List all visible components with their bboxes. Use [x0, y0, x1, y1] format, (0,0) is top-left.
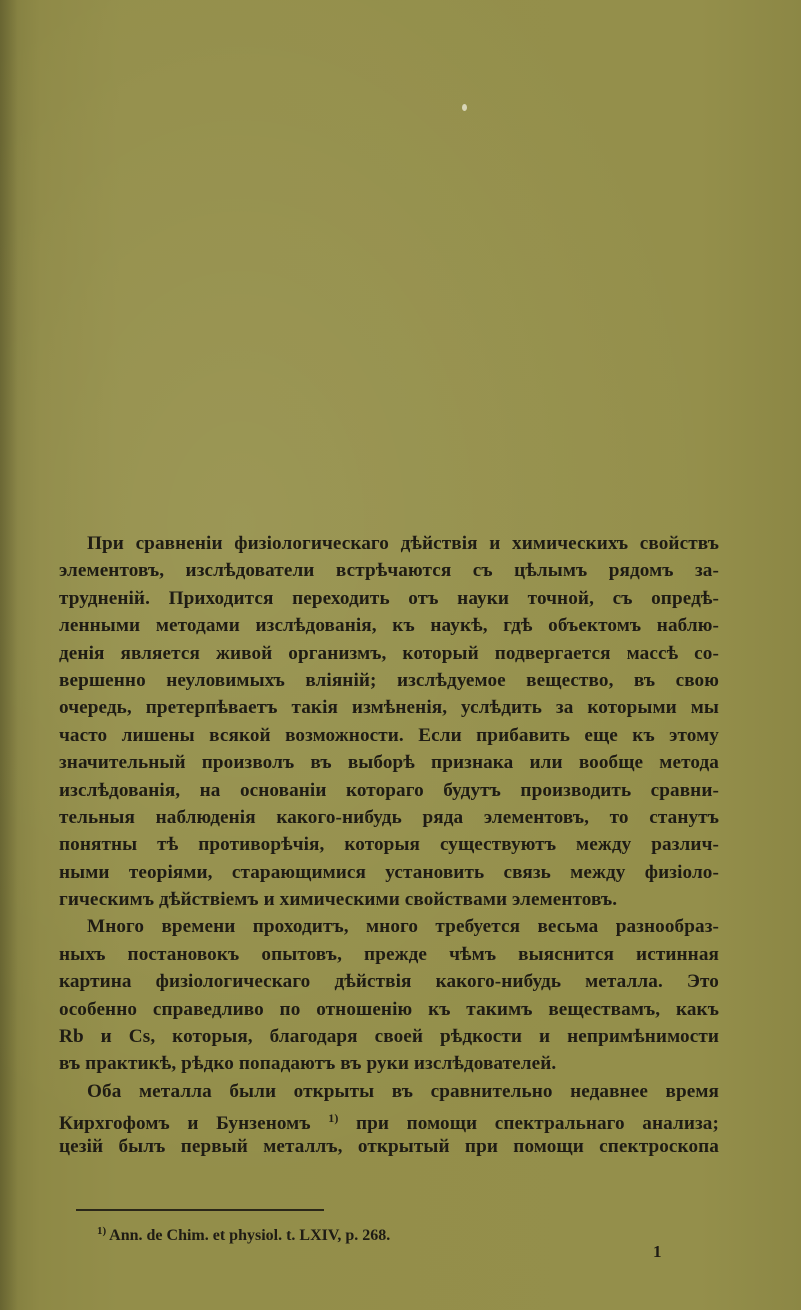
text-line: значительный произволъ въ выборѣ признака или вообще метода: [59, 752, 719, 774]
text-line: особенно справедливо по отношенію къ такимъ веществамъ, какъ: [59, 998, 719, 1020]
text-line: Оба металла были открыты въ сравнительно недавнее время: [87, 1080, 719, 1102]
page-number: 1: [653, 1242, 662, 1261]
text-fragment: при помощи спектральнаго анализа;: [356, 1113, 719, 1135]
page-edge-shadow: [0, 0, 18, 1310]
text-line: Rb и Cs, которыя, благодаря своей рѣдкости и непримѣнимости: [59, 1026, 719, 1048]
text-line: въ практикѣ, рѣдко попадаютъ въ руки изслѣдователей.: [59, 1053, 557, 1075]
text-line: гическимъ дѣйствіемъ и химическими свойствами элементовъ.: [59, 889, 618, 911]
text-line: изслѣдованія, на основаніи котораго будутъ производить сравни-: [59, 779, 719, 801]
footnote-text: Ann. de Chim. et physiol. t. LXIV, p. 268.: [109, 1227, 391, 1244]
footnote: [97, 1221, 390, 1246]
text-line: вершенно неуловимыхъ вліяній; изслѣдуемое вещество, въ свою: [59, 669, 719, 691]
text-line: ными теоріями, старающимися установить связь между физіоло-: [59, 861, 719, 883]
text-line: картина физіологическаго дѣйствія какого-нибудь металла. Это: [59, 971, 719, 993]
text-line: денія является живой организмъ, который подвергается массѣ со-: [59, 642, 719, 664]
text-line: цезій былъ первый металлъ, открытый при помощи спектроскопа: [59, 1135, 719, 1157]
body-text: [59, 530, 719, 1160]
text-line: понятны тѣ противорѣчія, которыя существуютъ между различ-: [59, 834, 719, 856]
text-line: очередь, претерпѣваетъ такія измѣненія, услѣдить за которыми мы: [59, 697, 719, 719]
text-line: При сравненіи физіологическаго дѣйствія и химическихъ свойствъ: [87, 533, 719, 554]
text-line: тельныя наблюденія какого-нибудь ряда элементовъ, то станутъ: [59, 806, 719, 828]
text-line: ленными методами изслѣдованія, къ наукѣ, гдѣ объектомъ наблю-: [59, 615, 719, 637]
footnote-reference[interactable]: 1): [328, 1111, 339, 1126]
text-line: трудненій. Приходится переходить отъ науки точной, съ опредѣ-: [59, 587, 719, 609]
paper-speck: [462, 104, 467, 111]
text-line: часто лишены всякой возможности. Если прибавить еще къ этому: [59, 724, 719, 746]
text-line: ныхъ постановокъ опытовъ, прежде чѣмъ выяснится истинная: [59, 943, 719, 965]
text-fragment: Кирхгофомъ и Бунзеномъ: [59, 1113, 311, 1135]
footnote-rule: [76, 1209, 324, 1211]
footnote-mark: 1): [97, 1225, 107, 1237]
text-line: элементовъ, изслѣдователи встрѣчаются съ цѣлымъ рядомъ за-: [59, 560, 719, 582]
text-line: Много времени проходитъ, много требуется весьма разнообраз-: [87, 916, 719, 938]
text-line-with-footnote: [59, 1105, 719, 1135]
